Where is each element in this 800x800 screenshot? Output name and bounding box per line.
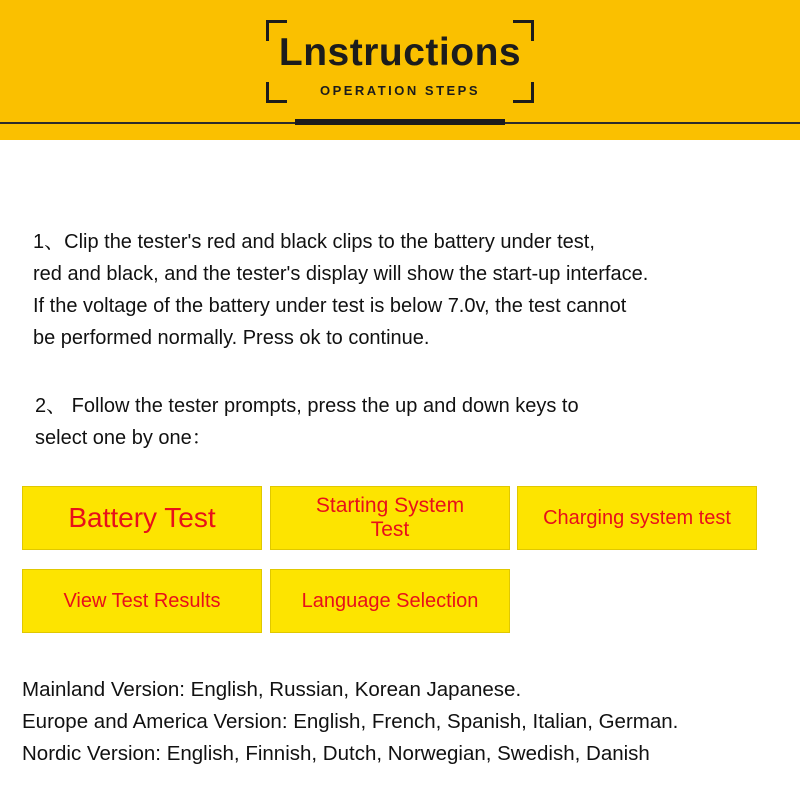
version-nordic: Nordic Version: English, Finnish, Dutch, Norwegian, Swedish, Danish: [22, 742, 650, 765]
step-2-line: select one by one：: [35, 427, 212, 449]
step-1-line: red and black, and the tester's display will show the start-up interface.: [33, 263, 649, 285]
battery-test-button[interactable]: Battery Test: [22, 486, 262, 550]
starting-system-test-label: Starting System Test: [315, 494, 465, 541]
page-subtitle: OPERATION STEPS: [319, 83, 481, 98]
version-europe-america: Europe and America Version: English, French, Spanish, Italian, German.: [22, 710, 679, 733]
step-2-text: [35, 390, 795, 454]
step-2-line: 2、 Follow the tester prompts, press the up and down keys to: [35, 395, 579, 417]
version-list: [22, 674, 800, 770]
step-1-text: [33, 226, 793, 354]
version-mainland: Mainland Version: English, Russian, Korean Japanese.: [22, 678, 522, 701]
step-1-line: 1、Clip the tester's red and black clips to the battery under test,: [33, 231, 595, 253]
view-test-results-button[interactable]: View Test Results: [22, 569, 262, 633]
starting-system-test-button[interactable]: [270, 486, 510, 550]
step-1-line: If the voltage of the battery under test is below 7.0v, the test cannot: [33, 295, 627, 317]
header-banner: [0, 0, 800, 140]
page-title: Lnstructions: [278, 31, 522, 74]
step-1-line: be performed normally. Press ok to continue.: [33, 327, 430, 349]
language-selection-button[interactable]: Language Selection: [270, 569, 510, 633]
charging-system-test-button[interactable]: Charging system test: [517, 486, 757, 550]
header-accent-bar: [295, 119, 505, 125]
